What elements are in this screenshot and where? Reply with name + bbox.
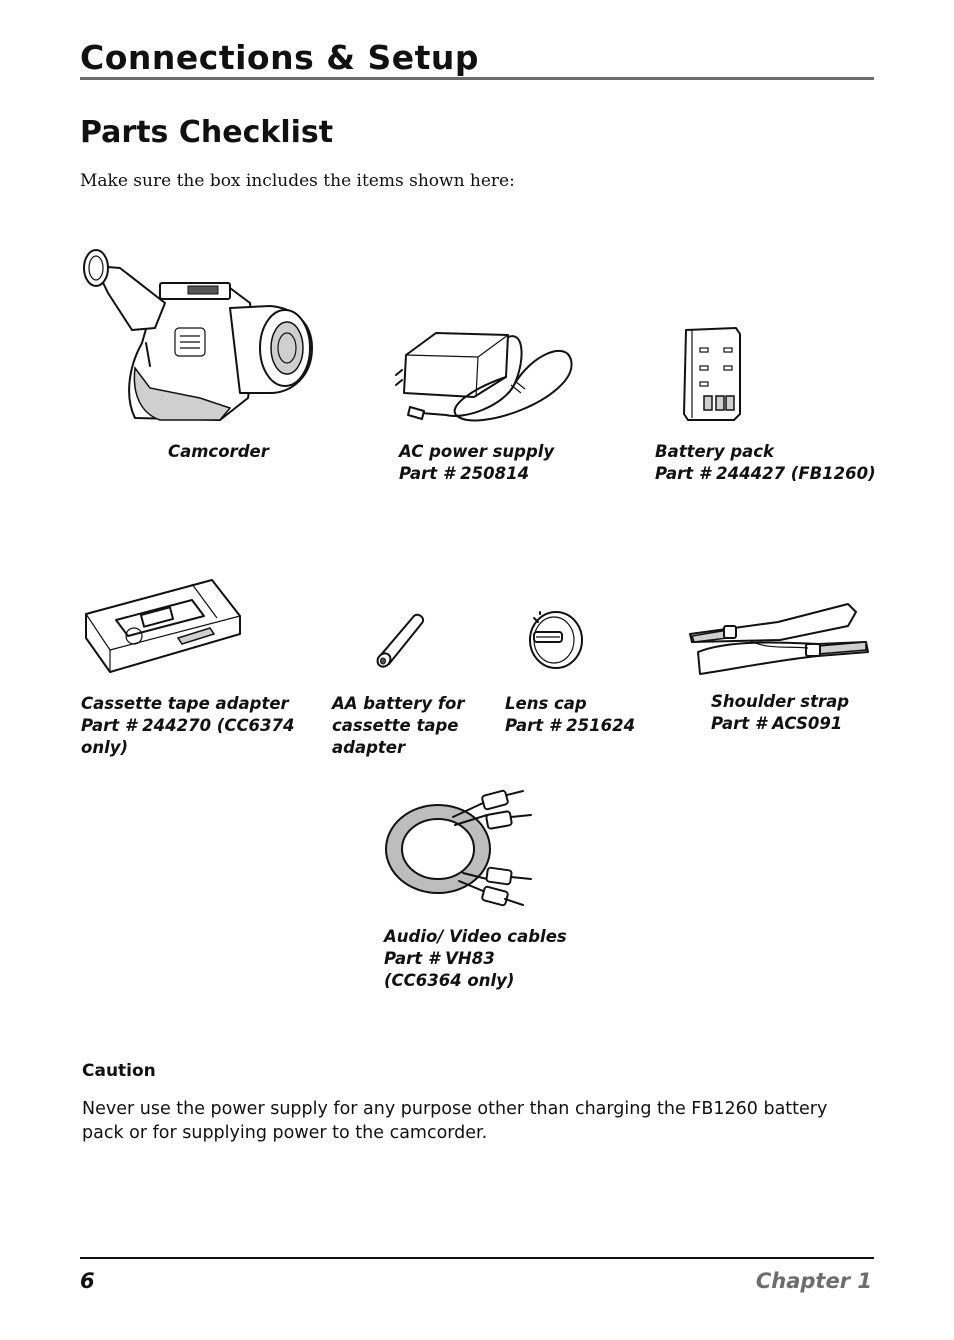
page-number: 6 <box>80 1269 95 1293</box>
caption-cassette-adapter: Cassette tape adapter Part # 244270 (CC6374 only) <box>81 694 295 757</box>
caption-ac-power-supply: AC power supply Part # 250814 <box>399 442 555 483</box>
caption-shoulder-strap: Shoulder strap Part # ACS091 <box>711 692 850 733</box>
shoulder-strap-icon <box>688 600 870 678</box>
header-rule <box>80 77 874 80</box>
caption-aa-battery: AA battery for cassette tape adapter <box>332 694 465 757</box>
chapter-label: Chapter 1 <box>755 1269 872 1293</box>
camcorder-icon <box>80 248 315 423</box>
intro-text: Make sure the box includes the items shown here: <box>80 171 515 191</box>
footer-rule <box>80 1257 874 1259</box>
caption-battery-pack: Battery pack Part # 244427 (FB1260) <box>655 442 876 483</box>
av-cables-icon <box>383 785 549 913</box>
battery-pack-icon <box>680 326 742 422</box>
cassette-adapter-icon <box>82 576 244 676</box>
caution-heading: Caution <box>82 1061 156 1081</box>
caption-camcorder: Camcorder <box>168 442 269 461</box>
page-title: Parts Checklist <box>80 115 334 150</box>
section-title: Connections & Setup <box>80 38 480 77</box>
aa-battery-icon <box>372 612 428 674</box>
caption-lens-cap: Lens cap Part # 251624 <box>505 694 636 735</box>
caution-text: Never use the power supply for any purpose other than charging the FB1260 battery pack or for supplying power to the camcorder. <box>82 1099 828 1143</box>
caption-av-cables: Audio/ Video cables Part # VH83 (CC6364 only) <box>384 927 567 990</box>
ac-power-supply-icon <box>396 325 576 430</box>
lens-cap-icon <box>526 610 584 670</box>
